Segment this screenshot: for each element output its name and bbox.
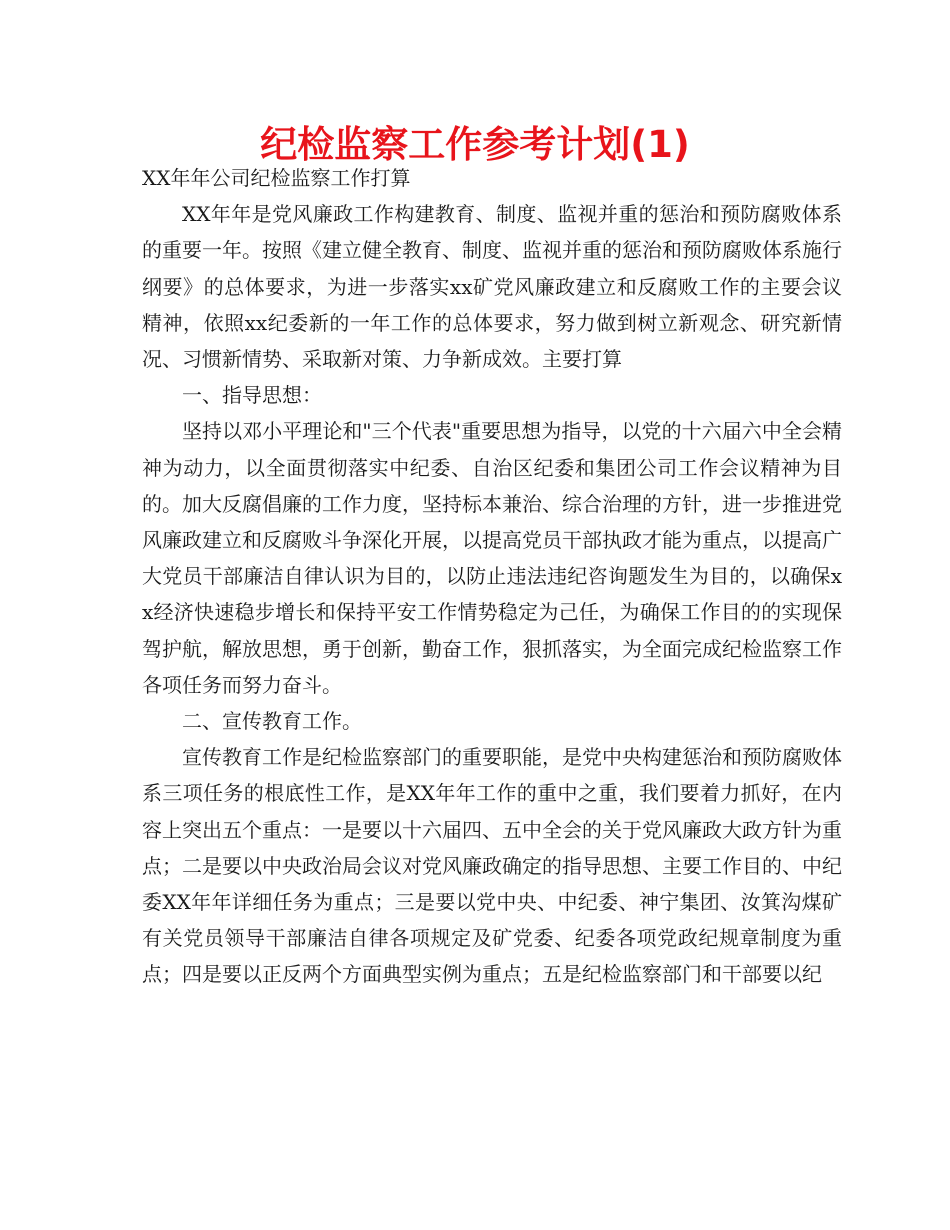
section-heading-guiding-ideology: 一、指导思想： bbox=[182, 383, 322, 408]
section-heading-publicity-education: 二、宣传教育工作。 bbox=[182, 709, 362, 734]
subtitle-line: XX年年公司纪检监察工作打算 bbox=[142, 166, 411, 190]
paragraph-publicity-education: 宣传教育工作是纪检监察部门的重要职能，是党中央构建惩治和预防腐败体系三项任务的根底性工作，是XX年年工作的重中之重，我们要着力抓好，在内容上突出五个重点：一是要以十六届四、五中全会的关于党风廉政大政方针为重点；二是要以中央政治局会议对党风廉政确定的指导思想、主要工作目的、中纪委XX年年详细任务为重点；三是要以党中央、中纪委、神宁集团、汝箕沟煤矿有关党员领导干部廉洁自律各项规定及矿党委、纪委各项党政纪规章制度为重点；四是要以正反两个方面典型实例为重点；五是纪检监察部门和干部要以纪 bbox=[142, 745, 842, 987]
paragraph-intro: XX年年是党风廉政工作构建教育、制度、监视并重的惩治和预防腐败体系的重要一年。按照《建立健全教育、制度、监视并重的惩治和预防腐败体系施行纲要》的总体要求，为进一步落实xx矿党风廉政建立和反腐败工作的主要会议精神，依照xx纪委新的一年工作的总体要求，努力做到树立新观念、研究新情况、习惯新情势、采取新对策、力争新成效。主要打算 bbox=[142, 202, 842, 372]
paragraph-guiding-ideology: 坚持以邓小平理论和"三个代表"重要思想为指导，以党的十六届六中全会精神为动力，以全面贯彻落实中纪委、自治区纪委和集团公司工作会议精神为目的。加大反腐倡廉的工作力度，坚持标本兼治、综合治理的方针，进一步推进党风廉政建立和反腐败斗争深化开展，以提高党员干部执政才能为重点，以提高广大党员干部廉洁自律认识为目的，以防止违法违纪咨询题发生为目的，以确保xx经济快速稳步增长和保持平安工作情势稳定为己任，为确保工作目的的实现保驾护航，解放思想，勇于创新，勤奋工作，狠抓落实，为全面完成纪检监察工作各项任务而努力奋斗。 bbox=[142, 419, 842, 697]
document-body bbox=[142, 160, 842, 993]
document-title: 纪检监察工作参考计划(1) bbox=[260, 123, 690, 166]
